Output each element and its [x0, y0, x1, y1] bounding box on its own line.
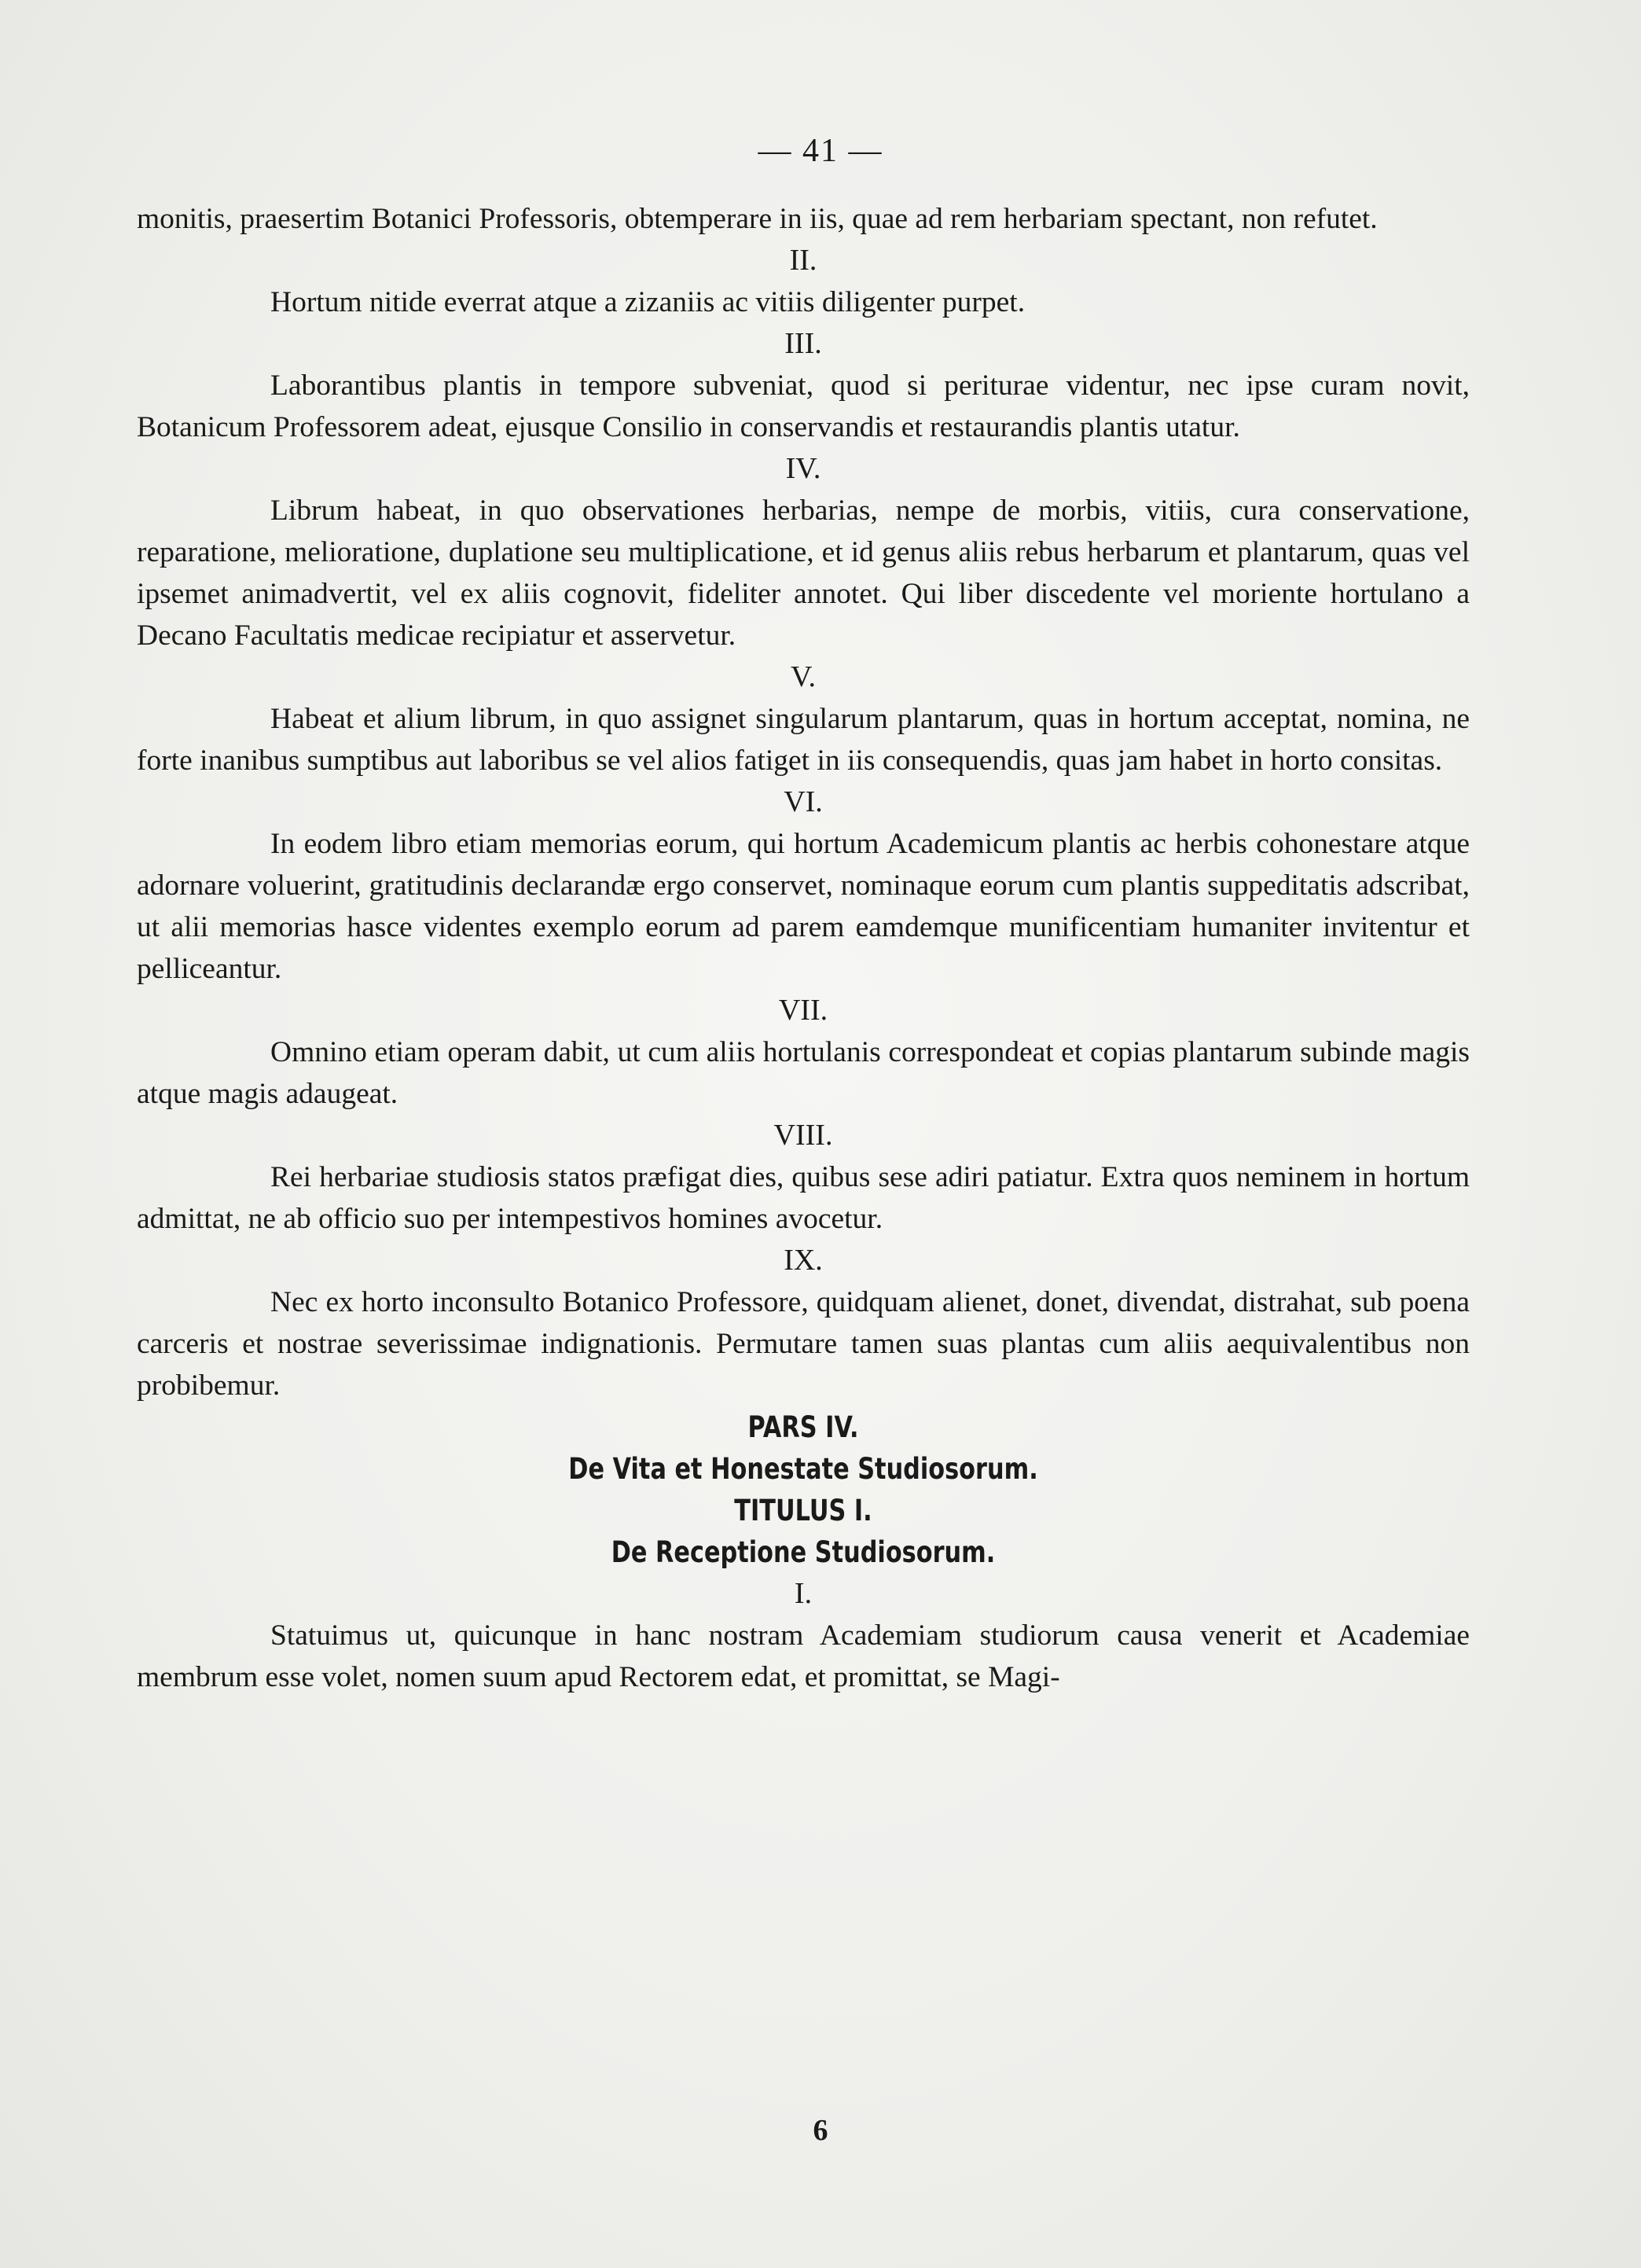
page-number: — 41 — — [758, 133, 883, 169]
body-text — [137, 198, 1470, 1698]
paragraph-IV: Librum habeat, in quo observationes herbarias, nempe de morbis, vitiis, cura conservatione, reparatione, melioratione, duplatione seu multiplicatione, et id genus aliis rebus herbarum et plantarum, quas vel ipsemet animadvertit, vel ex aliis cognovit, fideliter annotet. Qui liber discedente vel moriente hortulano a Decano Facultatis medicae recipiatur et asservetur. — [137, 494, 1470, 652]
section-numeral-I: I. — [794, 1577, 813, 1610]
paragraph-II: Hortum nitide everrat atque a zizaniis ac vitiis diligenter purpet. — [270, 286, 1026, 318]
paragraph-V: Habeat et alium librum, in quo assignet singularum plantarum, quas in hortum acceptat, nomina, ne forte inanibus sumptibus aut laboribus se vel alios fatiget in iis consequendis, quas jam habet in horto consitas. — [137, 703, 1470, 777]
part-title: De Vita et Honestate Studiosorum. — [568, 1452, 1038, 1486]
section-numeral-III: III. — [784, 327, 822, 360]
part-heading: PARS IV. — [747, 1410, 859, 1444]
signature-mark: 6 — [813, 2114, 828, 2147]
title-heading: TITULUS I. — [734, 1494, 872, 1527]
section-numeral-V: V. — [790, 660, 817, 693]
section-numeral-IV: IV. — [785, 452, 821, 485]
title-subtitle: De Receptione Studiosorum. — [611, 1535, 996, 1569]
paragraph-VIII: Rei herbariae studiosis statos præfigat dies, quibus sese adiri patiatur. Extra quos neminem in hortum admittat, ne ab officio suo per intempestivos homines avocetur. — [137, 1161, 1470, 1235]
paragraph-VII: Omnino etiam operam dabit, ut cum aliis hortulanis correspondeat et copias plantarum subinde magis atque magis adaugeat. — [137, 1036, 1470, 1110]
section-numeral-VI: VI. — [784, 785, 823, 818]
section-numeral-II: II. — [789, 244, 817, 277]
paragraph-I: Statuimus ut, quicunque in hanc nostram Academiam studiorum causa venerit et Academiae membrum esse volet, nomen suum apud Rectorem edat, et promittat, se Magi- — [137, 1619, 1470, 1693]
paragraph-VI: In eodem libro etiam memorias eorum, qui hortum Academicum plantis ac herbis cohonestare atque adornare voluerint, gratitudinis declarandæ ergo conservet, nominaque eorum cum plantis suppeditatis adscribat, ut alii memorias hasce videntes exemplo eorum ad parem eamdemque munificentiam humaniter invitentur et pelliceantur. — [137, 828, 1470, 985]
section-numeral-VII: VII. — [778, 994, 828, 1027]
section-numeral-IX: IX. — [784, 1244, 823, 1277]
paragraph-continuation: monitis, praesertim Botanici Professoris, obtemperare in iis, quae ad rem herbariam spectant, non refutet. — [137, 203, 1378, 235]
section-numeral-VIII: VIII. — [773, 1119, 833, 1152]
paragraph-III: Laborantibus plantis in tempore subveniat, quod si periturae videntur, nec ipse curam novit, Botanicum Professorem adeat, ejusque Consilio in conservandis et restaurandis plantis utatur. — [137, 369, 1470, 443]
paragraph-IX: Nec ex horto inconsulto Botanico Professore, quidquam alienet, donet, divendat, distrahat, sub poena carceris et nostrae severissimae indignationis. Permutare tamen suas plantas cum aliis aequivalentibus non probibemur. — [137, 1286, 1470, 1402]
